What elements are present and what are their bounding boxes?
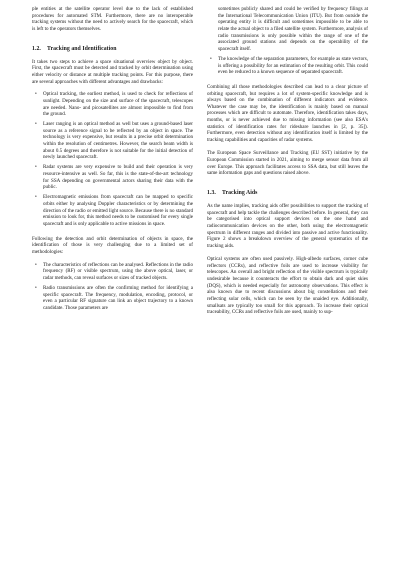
right-column <box>207 6 368 565</box>
section-title: Tracking Aids <box>222 189 258 196</box>
list-item <box>32 285 193 312</box>
body-paragraph: It takes two steps to achieve a space situational overview object by object. First, the spacecraft must be detected and tracked by orbit determination using either velocity or distance at multiple tracking points. For this purpose, there are several approaches with different advantages and drawbacks: <box>32 58 193 85</box>
bullet-icon: • <box>210 55 212 62</box>
body-paragraph: As the name implies, tracking aids offer possibilities to support the tracking of spacecraft and help tackle the challenges described before. In general, they can be categorised into optical support devices on the one hand and radiocommunication devices on the other, both using the electromagnetic spectrum in different ranges and divided into passive and active functionality. Figure 2 shows a breakdown overview of the general systematics of the tracking aids. <box>207 202 368 249</box>
bullet-icon: • <box>35 261 37 268</box>
bullet-list-identification <box>32 262 193 312</box>
list-item-text: Optical tracking, the earliest method, is used to check for reflections of sunlight. Depending on the size and surface of the spacecraft, telescopes are needed. Nano- and picosatellites are almost impossible to find from the ground. <box>43 91 193 118</box>
bullet-icon: • <box>35 91 37 98</box>
list-item <box>32 91 193 118</box>
bullet-icon: • <box>35 121 37 128</box>
list-item-text: The knowledge of the separation parameters, for example as state vectors, is offering a possibility for an estimation of the resulting orbit. This could even be reduced to a known sequence of separated spacecraft. <box>218 55 368 76</box>
section-heading-1-3 <box>207 190 368 197</box>
body-paragraph: The European Space Surveillance and Tracking (EU SST) initiative by the European Commission started in 2021, aiming to merge sensor data from all over Europe. This approach facilitates access to SSA data, but still leaves the same information gaps and questions raised above. <box>207 150 368 177</box>
list-item <box>32 262 193 282</box>
bullet-icon: • <box>35 194 37 201</box>
left-column <box>32 6 193 565</box>
list-item <box>32 194 193 227</box>
section-heading-1-2 <box>32 46 193 53</box>
list-item-text: The characteristics of reflections can be analysed. Reflections in the radio frequency (RF) or visible spectrum, using the above optical, laser, or radar methods, can reveal surfaces or sizes of tracked objects. <box>43 261 193 281</box>
bullet-icon: • <box>35 164 37 171</box>
list-item <box>32 121 193 161</box>
continued-list-text: sometimes publicly shared and could be verified by frequency filings at the International Telecommunication Union (ITU). But from outside the operating entity it is difficult and sometimes impossible to be able to relate the actual object to a filed satellite system. Furthermore, analysis of radio transmissions is only possible within the range of one of the associated ground stations and depends on the operability of the spacecraft itself. <box>218 6 368 52</box>
bullet-list-tracking <box>32 91 193 227</box>
intro-paragraph: ple entities at the satellite operator level due to the lack of established procedures for automated STM. Furthermore, there are no interoperable tracking systems without the need to actively search for the spacecraft, which is left to the operators themselves. <box>32 6 193 32</box>
section-number: 1.3. <box>207 189 216 196</box>
body-paragraph: Following the detection and orbit determination of objects in space, the identification of those is very challenging due to a limited set of methodologies: <box>32 235 193 255</box>
list-item-text: Laser ranging is an optical method as well but uses a ground-based laser source as a reference signal to be reflected by an object in space. The technology is very expensive, but results in a precise orbit determination within the resolution of centimetres. However, the search beam width is about 0.5 degrees and therefore is not suitable for the initial detection of newly launched spacecraft. <box>43 121 193 161</box>
body-paragraph: Optical systems are often used passively. High-albedo surfaces, corner cube reflectors (CCRs), and reflective foils are used to increase visibility for telescopes. An overall and bright reflection of the visible spectrum is typically undesirable because it counteracts the effort to obtain dark and quiet skies (DQS), which is needed especially for astronomy observations. This effect is also known due to recent discussions about big constellations and their reflecting solar cells, which can be seen by the unaided eye. Additionally, smallsats are typically too small for this approach. To increase their optical traceability, CCRs and reflective foils are used, mainly to sup- <box>207 256 368 316</box>
bullet-list-continued <box>207 56 368 76</box>
body-paragraph: Combining all those methodologies described can lead to a clear picture of orbiting spacecraft, but requires a lot of system-specific knowledge and is always based on the combination of different indicators and evidence. Whatever the case may be, the identification is mainly based on manual processes which are difficult to automate. Therefore, identification takes days, months, or is never achieved due to missing information (see also ESA's statistics of identification rates for ridesharе launches in [2, p. 35]). Furthermore, even detection without any identification itself is limited by the tracking capabilities and capacities of radar systems. <box>207 83 368 144</box>
list-item-text: Electromagnetic emissions from spacecraft can be mapped to specific orbits either by analysing Doppler characteristics or by determining the direction of the radio or emitted light source. Because there is no standard emission to look for, this method needs to be customised for every single spacecraft and is only applicable to active missions in space. <box>43 194 193 227</box>
list-item <box>32 164 193 191</box>
bullet-icon: • <box>35 284 37 291</box>
list-item <box>207 56 368 76</box>
section-title: Tracking and Identification <box>47 45 117 52</box>
list-item-text: Radio transmissions are often the confirming method for identifying a specific spacecraft. The frequency, modulation, encoding, protocol, or even a particular RF signature can link an object trajectory to a known candidate. Those parameters are <box>43 284 193 311</box>
section-number: 1.2. <box>32 45 41 52</box>
list-item-text: Radar systems are very expensive to build and their operation is very resource-intensive as well. So far, this is the state-of-the-art technology for SSA depending on governmental actors sharing their data with the public. <box>43 164 193 191</box>
